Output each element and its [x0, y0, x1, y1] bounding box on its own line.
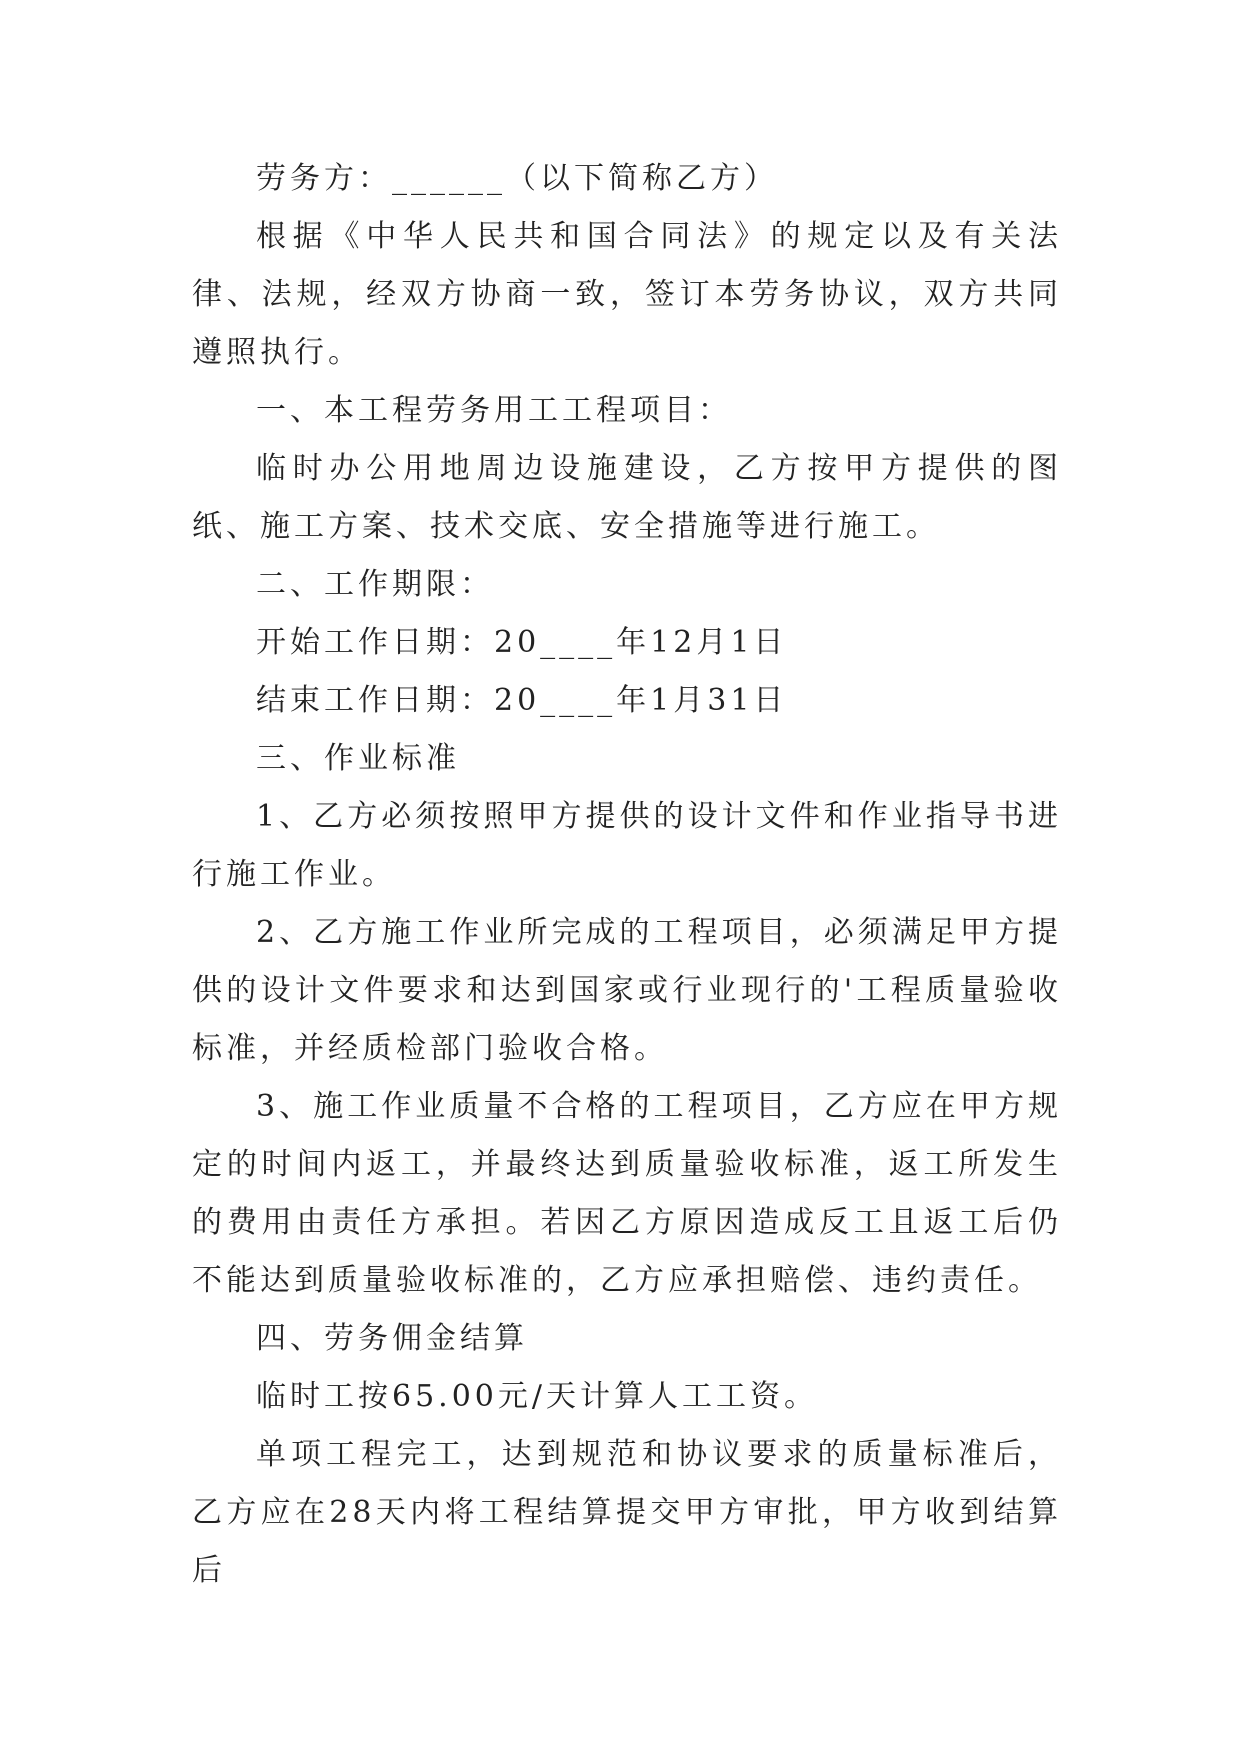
labor-party-line: 劳务方：______（以下简称乙方） [256, 161, 778, 196]
section-3-item-2: 2、乙方施工作业所完成的工程项目，必须满足甲方提供的设计文件要求和达到国家或行业现行的'工程质量验收标准，并经质检部门验收合格。 [192, 915, 1062, 1066]
section-3-item-3: 3、施工作业质量不合格的工程项目，乙方应在甲方规定的时间内返工，并最终达到质量验收标准，返工所发生的费用由责任方承担。若因乙方原因造成反工且返工后仍不能达到质量验收标准的，乙方应承担赔偿、违约责任。 [192, 1089, 1062, 1298]
section-2-heading: 二、工作期限： [256, 567, 494, 602]
end-date-line: 结束工作日期：20____年1月31日 [256, 683, 788, 718]
section-1-heading: 一、本工程劳务用工工程项目： [256, 393, 732, 428]
preamble-paragraph: 根据《中华人民共和国合同法》的规定以及有关法律、法规，经双方协商一致，签订本劳务协议，双方共同遵照执行。 [192, 219, 1062, 370]
section-3-item-1: 1、乙方必须按照甲方提供的设计文件和作业指导书进行施工作业。 [192, 799, 1062, 892]
start-date-line: 开始工作日期：20____年12月1日 [256, 625, 788, 660]
section-1-body: 临时办公用地周边设施建设，乙方按甲方提供的图纸、施工方案、技术交底、安全措施等进行施工。 [192, 451, 1062, 544]
daily-wage-line: 临时工按65.00元/天计算人工工资。 [256, 1379, 818, 1414]
document-body [192, 150, 1062, 1600]
section-3-heading: 三、作业标准 [256, 741, 460, 776]
settlement-paragraph: 单项工程完工，达到规范和协议要求的质量标准后，乙方应在28天内将工程结算提交甲方审批，甲方收到结算后 [192, 1437, 1062, 1588]
section-4-heading: 四、劳务佣金结算 [256, 1321, 528, 1356]
